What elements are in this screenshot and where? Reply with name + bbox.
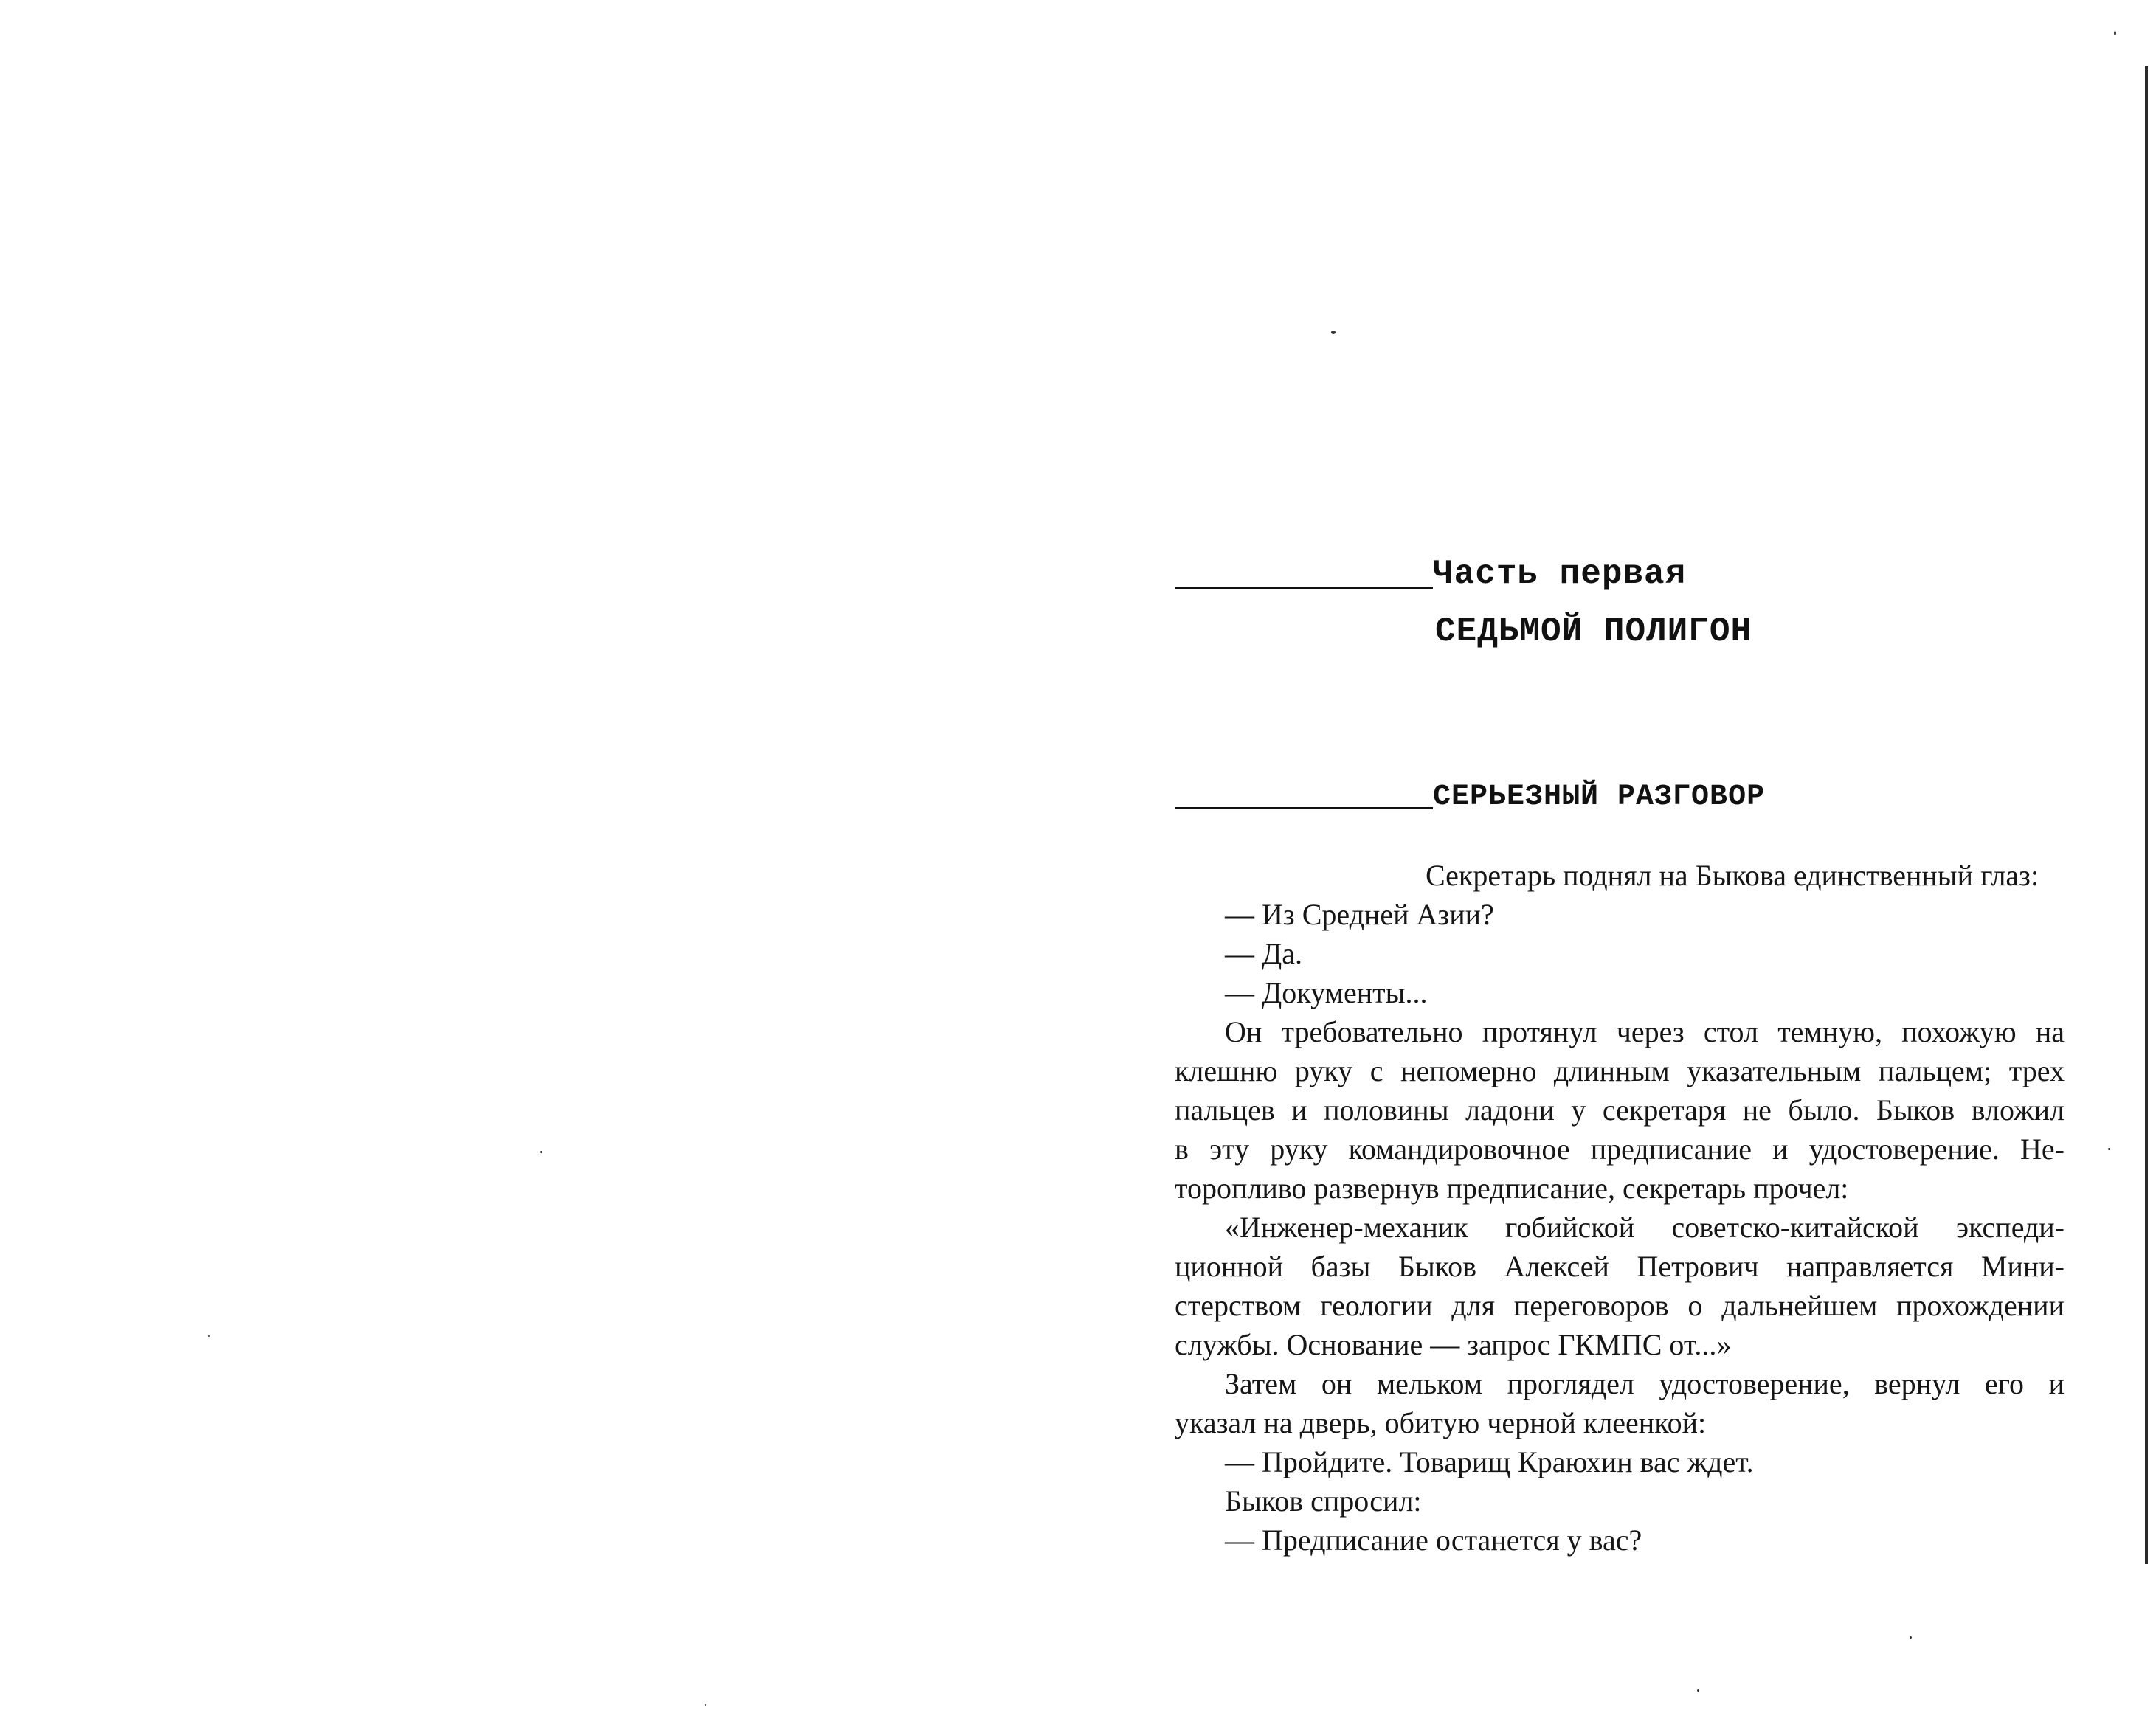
paragraph-line: в эту руку командировочное предписание и удостоверение. Не-: [1175, 1132, 2065, 1166]
quote-line: «Инженер-механик гобийской советско-китайской экспеди-: [1225, 1211, 2065, 1244]
scan-speck: [2114, 31, 2116, 35]
paragraph-line: торопливо развернув предписание, секретарь прочел:: [1175, 1172, 1849, 1205]
scan-speck: [540, 1151, 542, 1153]
chapter-body: [1175, 856, 2065, 1560]
quote-line: службы. Основание — запрос ГКМПС от...»: [1175, 1328, 1732, 1361]
scan-speck: [1331, 331, 1336, 334]
part-title: СЕДЬМОЙ ПОЛИГОН: [1435, 612, 1752, 651]
heading-rule: [1175, 587, 1433, 589]
scan-speck: [705, 1704, 706, 1706]
part-heading: [1175, 555, 1686, 593]
dialogue-line: — Да.: [1225, 937, 1303, 970]
paragraph-line: Он требовательно протянул через стол темную, похожую на: [1225, 1015, 2065, 1048]
chapter-heading: [1175, 781, 1765, 814]
dialogue-line: — Пройдите. Товарищ Краюхин вас ждет.: [1225, 1445, 1754, 1478]
scan-speck: [1910, 1636, 1912, 1639]
paragraph-line: Быков спросил:: [1225, 1484, 1422, 1518]
page-edge-line: [2145, 66, 2148, 1564]
part-label: Часть первая: [1433, 555, 1687, 593]
dialogue-line: — Из Средней Азии?: [1225, 898, 1494, 931]
chapter-title: СЕРЬЕЗНЫЙ РАЗГОВОР: [1433, 781, 1766, 814]
paragraph-line: Секретарь поднял на Быкова единственный глаз:: [1426, 859, 2039, 892]
quote-line: ционной базы Быков Алексей Петрович направляется Мини-: [1175, 1250, 2065, 1283]
heading-rule: [1175, 807, 1433, 809]
paragraph-line: пальцев и половины ладони у секретаря не было. Быков вложил: [1175, 1093, 2065, 1127]
quote-line: стерством геологии для переговоров о дальнейшем прохождении: [1175, 1289, 2065, 1322]
paragraph-line: Затем он мельком проглядел удостоверение, вернул его и: [1225, 1367, 2065, 1400]
dialogue-line: — Предписание останется у вас?: [1225, 1523, 1642, 1557]
paragraph-line: указал на дверь, обитую черной клеенкой:: [1175, 1406, 1707, 1439]
dialogue-line: — Документы...: [1225, 976, 1428, 1009]
scan-speck: [2108, 1148, 2110, 1150]
scan-speck: [208, 1335, 210, 1337]
scan-speck: [1697, 1689, 1699, 1692]
paragraph-line: клешню руку с непомерно длинным указательным пальцем; трех: [1175, 1054, 2065, 1087]
left-page-blank: [0, 0, 1077, 1733]
